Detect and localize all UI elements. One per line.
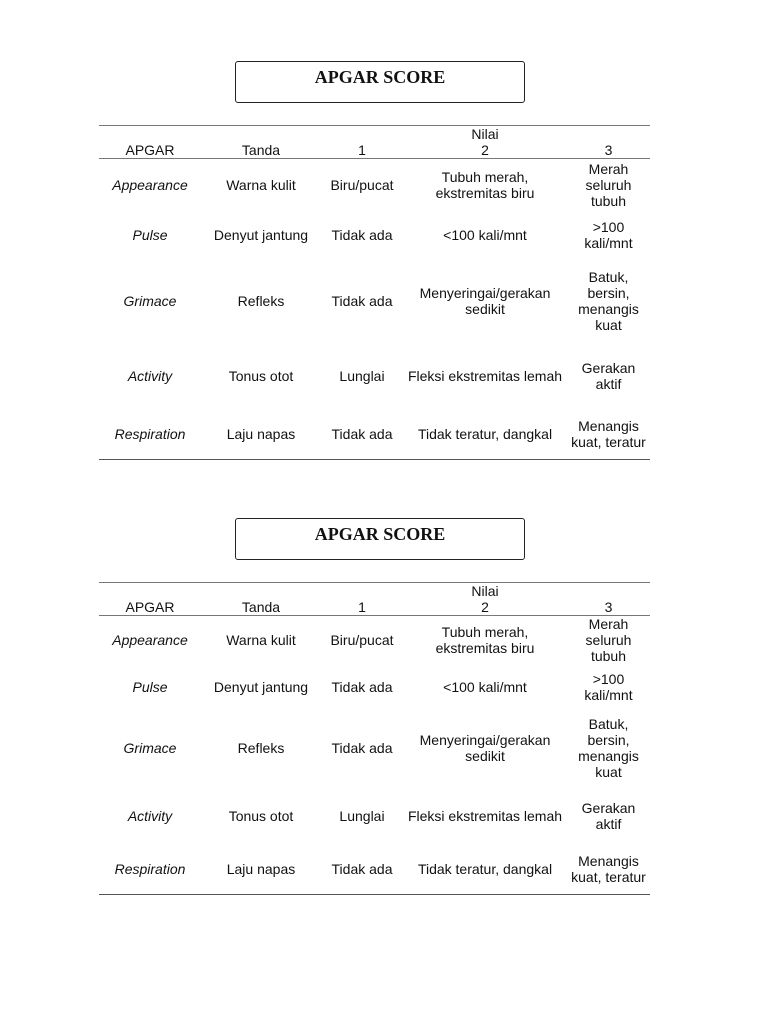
row-score-3: Merah seluruh tubuh xyxy=(585,616,632,665)
row-param: Respiration xyxy=(99,845,201,895)
row-tanda: Warna kulit xyxy=(226,632,296,649)
row-param: Grimace xyxy=(123,739,177,756)
row-score-2: Tidak teratur, dangkal xyxy=(403,845,567,895)
row-param: Appearance xyxy=(112,176,188,193)
row-score-2: Menyeringai/gerakan sedikit xyxy=(419,285,551,317)
table-row xyxy=(99,616,650,665)
header-apgar: APGAR xyxy=(99,599,201,616)
row-param: Activity xyxy=(127,367,173,384)
table-row xyxy=(99,845,650,895)
row-score-2: Tubuh merah, ekstremitas biru xyxy=(435,168,535,201)
row-score-2: Fleksi ekstremitas lemah xyxy=(407,807,563,824)
row-score-1: Tidak ada xyxy=(331,227,393,243)
header-score-3: 3 xyxy=(567,599,650,616)
row-score-1: Tidak ada xyxy=(321,845,403,895)
row-score-3: Merah seluruh tubuh xyxy=(585,160,632,209)
title-box-2 xyxy=(235,518,525,560)
row-score-1: Biru/pucat xyxy=(330,176,394,193)
row-score-1: Tidak ada xyxy=(331,678,393,695)
table-row xyxy=(99,665,650,709)
row-score-3: Gerakan aktif xyxy=(581,799,636,832)
table-row xyxy=(99,159,650,211)
row-tanda: Refleks xyxy=(237,739,285,756)
row-score-3: Menangis kuat, teratur xyxy=(567,845,650,895)
row-tanda: Refleks xyxy=(237,293,285,309)
row-score-1: Tidak ada xyxy=(331,293,393,309)
row-param: Activity xyxy=(127,807,173,824)
table-row xyxy=(99,211,650,260)
table-row xyxy=(99,709,650,787)
row-score-1: Tidak ada xyxy=(331,739,393,756)
header-tanda: Tanda xyxy=(201,142,321,159)
row-tanda: Denyut jantung xyxy=(213,227,309,243)
header-nilai: Nilai xyxy=(403,126,567,143)
table-row xyxy=(99,787,650,845)
table-row xyxy=(99,343,650,409)
row-tanda: Denyut jantung xyxy=(213,678,309,695)
row-tanda: Laju napas xyxy=(201,409,321,460)
header-row xyxy=(99,599,650,616)
row-score-2: <100 kali/mnt xyxy=(443,678,527,695)
row-score-2: Menyeringai/gerakan sedikit xyxy=(419,731,551,764)
header-row xyxy=(99,142,650,159)
row-score-3: Menangis kuat, teratur xyxy=(567,409,650,460)
header-score-2: 2 xyxy=(403,142,567,159)
header-tanda: Tanda xyxy=(201,599,321,616)
table-row xyxy=(99,409,650,460)
row-score-2: Fleksi ekstremitas lemah xyxy=(407,367,563,384)
row-score-3: >100 kali/mnt xyxy=(584,219,633,251)
apgar-table-1 xyxy=(99,125,650,460)
apgar-table-2 xyxy=(99,582,650,895)
row-param: Appearance xyxy=(112,632,188,649)
title-text: APGAR SCORE xyxy=(314,524,446,544)
row-score-3: Batuk, bersin, menangis kuat xyxy=(578,269,639,333)
row-score-1: Lunglai xyxy=(339,807,385,824)
header-row-top xyxy=(99,126,650,143)
row-score-2: <100 kali/mnt xyxy=(443,227,527,243)
row-tanda: Warna kulit xyxy=(226,176,296,193)
row-score-1: Lunglai xyxy=(339,367,385,384)
row-tanda: Laju napas xyxy=(201,845,321,895)
row-param: Pulse xyxy=(132,678,168,695)
row-tanda: Tonus otot xyxy=(228,807,294,824)
row-score-1: Biru/pucat xyxy=(330,632,394,649)
row-score-3: Gerakan aktif xyxy=(581,359,636,392)
title-text: APGAR SCORE xyxy=(314,67,446,87)
row-param: Grimace xyxy=(123,293,177,309)
row-score-2: Tidak teratur, dangkal xyxy=(403,409,567,460)
header-score-3: 3 xyxy=(567,142,650,159)
header-score-1: 1 xyxy=(321,142,403,159)
row-param: Pulse xyxy=(132,227,168,243)
table-row xyxy=(99,260,650,343)
header-row-top xyxy=(99,583,650,600)
row-score-1: Tidak ada xyxy=(321,409,403,460)
row-tanda: Tonus otot xyxy=(228,367,294,384)
header-apgar: APGAR xyxy=(99,142,201,159)
row-param: Respiration xyxy=(99,409,201,460)
row-score-2: Tubuh merah, ekstremitas biru xyxy=(435,624,535,657)
title-box-1 xyxy=(235,61,525,103)
row-score-3: Batuk, bersin, menangis kuat xyxy=(578,715,639,780)
header-score-1: 1 xyxy=(321,599,403,616)
header-score-2: 2 xyxy=(403,599,567,616)
header-nilai: Nilai xyxy=(403,583,567,600)
row-score-3: >100 kali/mnt xyxy=(584,670,633,703)
